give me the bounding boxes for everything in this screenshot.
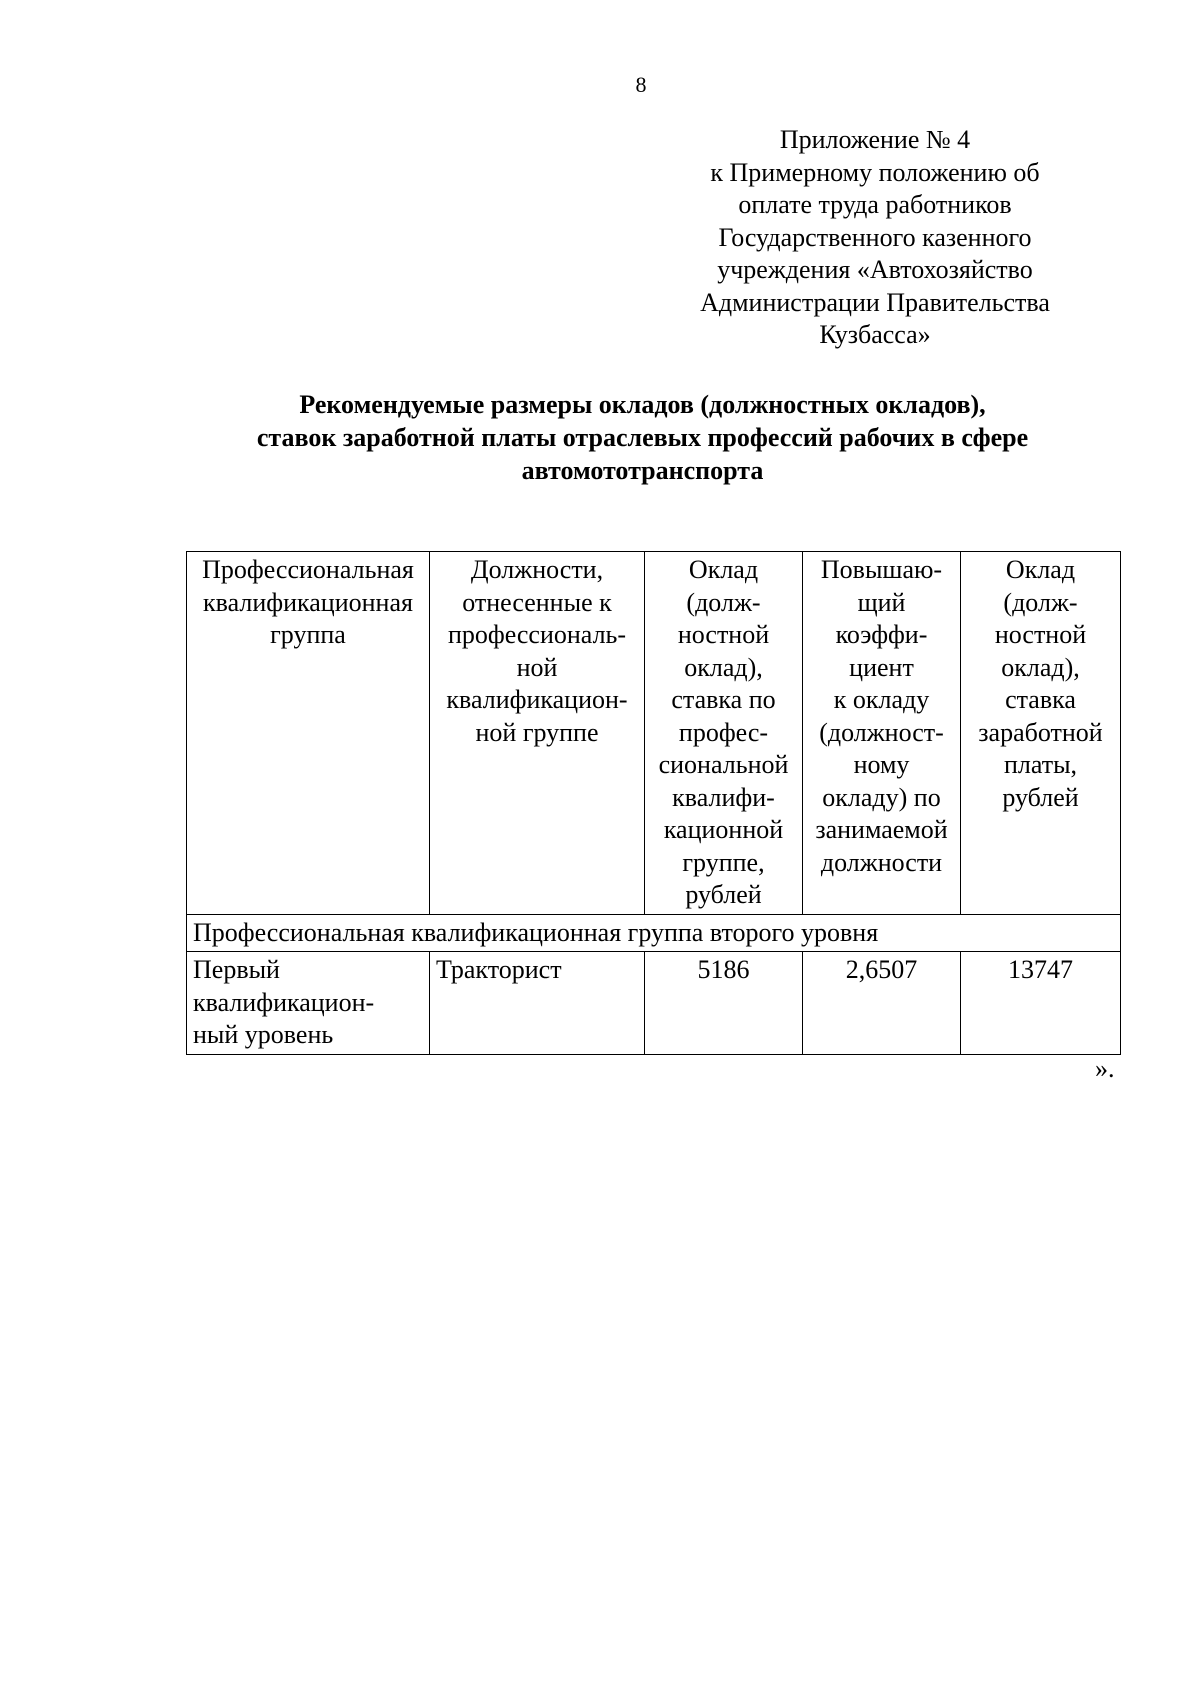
header-line: (должност-	[819, 717, 944, 747]
header-line: коэффи-	[835, 620, 928, 649]
appendix-line: к Примерному положению об	[710, 157, 1040, 187]
header-line: (долж-	[1003, 587, 1078, 617]
header-positions	[430, 552, 645, 915]
appendix-reference	[650, 124, 1100, 352]
appendix-line: Приложение № 4	[779, 125, 971, 154]
cell-line: Первый	[193, 955, 280, 984]
closing-quote-mark: ».	[1095, 1054, 1115, 1083]
appendix-line: оплате труда работников	[738, 190, 1012, 219]
header-line: циент	[849, 652, 914, 682]
page-number: 8	[635, 72, 647, 97]
header-qualification-group	[187, 552, 430, 915]
header-line: профессиональ-	[447, 620, 627, 649]
header-line: платы,	[1003, 750, 1078, 779]
salary-table	[186, 551, 1121, 1055]
header-line: ностной	[994, 620, 1087, 649]
header-line: должности	[820, 847, 943, 877]
title-line: Рекомендуемые размеры окладов (должностных окладов),	[299, 390, 986, 419]
header-line: окладу) по	[822, 782, 941, 812]
header-line: Оклад	[1005, 555, 1076, 584]
header-line: Оклад	[688, 555, 759, 584]
header-line: ставка	[1005, 685, 1076, 714]
header-line: квалификацион-	[446, 685, 628, 714]
header-line: сиональной	[658, 750, 789, 779]
title-line: автомототранспорта	[521, 456, 764, 485]
header-line: заработной	[978, 717, 1103, 747]
cell-position: Тракторист	[430, 952, 645, 1055]
header-line: профес-	[678, 717, 769, 747]
cell-level	[187, 952, 430, 1055]
header-line: отнесенные к	[462, 587, 612, 617]
header-line: занимаемой	[815, 815, 948, 844]
header-line: (долж-	[686, 587, 761, 617]
header-line: Повышаю-	[820, 555, 943, 584]
appendix-line: Государственного казенного	[718, 222, 1032, 252]
table-group-row	[187, 914, 1121, 952]
group-row-label: Профессиональная квалификационная группа второго уровня	[187, 914, 1121, 952]
header-line: квалификационная	[203, 587, 413, 617]
header-coefficient	[803, 552, 961, 915]
header-line: ставка по	[671, 685, 776, 714]
appendix-line: учреждения «Автохозяйство	[717, 255, 1033, 284]
header-salary	[961, 552, 1121, 915]
cell-line: квалификацион-	[193, 987, 375, 1017]
cell-salary: 13747	[961, 952, 1121, 1055]
header-line: рублей	[685, 880, 762, 909]
header-base-salary	[645, 552, 803, 915]
header-line: рублей	[1002, 782, 1079, 812]
title-line: ставок заработной платы отраслевых профессий рабочих в сфере	[256, 423, 1029, 452]
header-line: группе,	[682, 847, 765, 877]
header-line: ностной	[677, 620, 770, 649]
header-line: щий	[857, 587, 906, 617]
header-line: оклад),	[1001, 652, 1080, 682]
header-line: кационной	[663, 815, 784, 844]
header-line: оклад),	[684, 652, 763, 682]
appendix-line: Администрации Правительства	[700, 287, 1050, 317]
header-line: группа	[270, 620, 346, 649]
header-line: ной	[516, 652, 558, 682]
header-line: ной группе	[475, 717, 599, 747]
header-line: ному	[853, 750, 910, 779]
appendix-line: Кузбасса»	[819, 320, 931, 349]
table-row	[187, 952, 1121, 1055]
header-line: к окладу	[833, 685, 930, 714]
document-title	[170, 388, 1115, 487]
cell-line: ный уровень	[193, 1020, 334, 1049]
cell-coefficient: 2,6507	[803, 952, 961, 1055]
header-line: квалифи-	[672, 782, 775, 812]
header-line: Профессиональная	[202, 555, 414, 584]
header-line: Должности,	[470, 555, 604, 584]
table-header-row	[187, 552, 1121, 915]
cell-base-salary: 5186	[645, 952, 803, 1055]
